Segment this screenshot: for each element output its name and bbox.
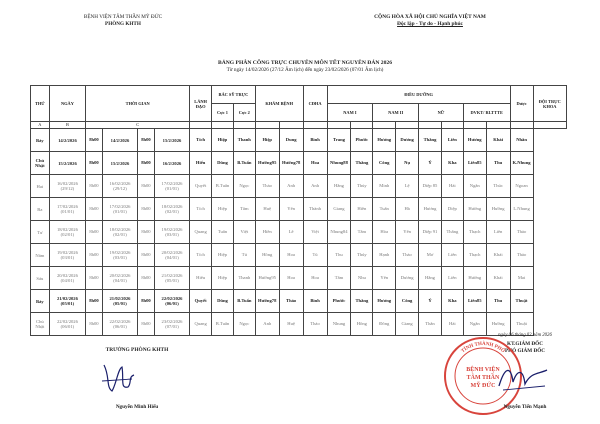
cell-kb1: Hồng: [255, 244, 279, 267]
cell-duoc: Khải: [486, 129, 510, 152]
cell-dv: Thạch: [463, 244, 486, 267]
cell-thu: Sáu: [31, 267, 50, 290]
cell-d2: 18/02/2026 (02/01): [154, 198, 189, 221]
cell-c2: B.Tuấn: [233, 290, 255, 313]
cell-cdha: Việt: [303, 221, 327, 244]
table-row: [31, 198, 567, 221]
cell-n2b: Nụ: [396, 152, 419, 175]
cell-thu: Tư: [31, 221, 50, 244]
col-nam2-header: NAM II: [373, 104, 419, 122]
cell-n1a: Nhung84: [327, 221, 351, 244]
cell-d1: 16/02/2026 (29/12): [102, 175, 137, 198]
cell-n2a: Đông: [373, 313, 396, 336]
cell-dv: Ngân: [463, 313, 486, 336]
cell-kb2: Anh: [279, 175, 303, 198]
cell-ld: Hiếu: [190, 267, 212, 290]
cell-ld: Tích: [190, 129, 212, 152]
cell-thu: Bảy: [31, 129, 50, 152]
cell-c1: Hiệp: [212, 129, 234, 152]
cell-kb1: Hường95: [255, 267, 279, 290]
col-thu-header: THỨ: [31, 86, 50, 122]
cell-duoc: Thúc: [486, 175, 510, 198]
cell-kb2: Hường78: [279, 152, 303, 175]
cell-n1b: Hồng: [351, 313, 373, 336]
cell-nua: Diệp 85: [419, 175, 442, 198]
col-cuc1-header: Cực 1: [212, 104, 234, 122]
left-signer-name: Nguyễn Minh Hiếu: [115, 404, 159, 410]
cell-thu: Bảy: [31, 290, 50, 313]
cell-nua: Diệp 91: [419, 221, 442, 244]
header-row-letters: [31, 122, 567, 129]
cell-n2a: Hương: [373, 129, 396, 152]
cell-n1b: Nhu: [351, 267, 373, 290]
cell-dv: Hường: [463, 267, 486, 290]
cell-cdha: Thành: [303, 198, 327, 221]
cell-dt: Thảo: [510, 244, 533, 267]
cell-ngay: 16/02/2026 (29/12): [49, 175, 85, 198]
cell-c1: Hiệp: [212, 267, 234, 290]
cell-dt: Thảo: [510, 221, 533, 244]
cell-t1: 8h00: [86, 152, 103, 175]
cell-n2a: Công: [373, 152, 396, 175]
cell-duoc: Liên: [486, 221, 510, 244]
cell-dv: Hường: [463, 198, 486, 221]
cell-n2b: Dương: [396, 129, 419, 152]
stamp-line-3: MỸ ĐỨC: [470, 383, 496, 389]
cell-dv: Hương: [463, 129, 486, 152]
cell-ld: Quyết: [190, 175, 212, 198]
cell-ngay: 14/2/2026: [49, 129, 85, 152]
cell-t1: 8h00: [86, 267, 103, 290]
document-subtitle: Từ ngày 14/02/2026 (27/12 Âm lịch) đến ngày 23/02/2026 (07/01 Âm lịch): [226, 67, 384, 73]
cell-kb1: Hường78: [255, 290, 279, 313]
col-dieuduong-header: ĐIỀU DƯỠNG: [327, 86, 510, 104]
cell-kb2: Huệ: [279, 313, 303, 336]
col-doitruc-header: ĐỘI TRỰC KHOA: [533, 86, 567, 122]
right-signature-scribble: [495, 360, 555, 396]
cell-ld: Quang: [190, 221, 212, 244]
table-row: [31, 244, 567, 267]
cell-cdha: Thảo: [303, 313, 327, 336]
cell-duoc: Thu: [486, 290, 510, 313]
cell-d2: 22/02/2026 (06/01): [154, 290, 189, 313]
cell-c1: Tuấn: [212, 221, 234, 244]
cell-cdha: Bình: [303, 129, 327, 152]
cell-t2: 8h00: [138, 198, 155, 221]
cell-nub: Diệp: [441, 198, 463, 221]
organization-header: [58, 14, 188, 28]
cell-c2: Việt: [233, 221, 255, 244]
col-cdha-header: CĐHA: [303, 86, 327, 122]
cell-c2: Tâm: [233, 198, 255, 221]
cell-nub: Liên: [441, 129, 463, 152]
stamp-line-2: TÂM THẦN: [466, 375, 500, 381]
cell-d1: 18/02/2026 (02/01): [102, 221, 137, 244]
cell-d2: 21/02/2026 (05/01): [154, 267, 189, 290]
cell-c2: Thanh: [233, 129, 255, 152]
cell-nua: Ý: [419, 290, 442, 313]
cell-n2b: Giang: [396, 313, 419, 336]
cell-ngay: 22/02/2026 (06/01): [49, 313, 85, 336]
cell-duoc: Khải: [486, 244, 510, 267]
cell-dt: Ngoan: [510, 175, 533, 198]
cell-n2a: Hương: [373, 290, 396, 313]
cell-t2: 8h00: [138, 152, 155, 175]
cell-d1: 21/02/2026 (05/01): [102, 290, 137, 313]
cell-dt: Thuật: [510, 313, 533, 336]
cell-c1: B.Tuấn: [212, 313, 234, 336]
cell-n1a: Tâm: [327, 267, 351, 290]
cell-n2a: Hạnh: [373, 244, 396, 267]
cell-nua: Thắng: [419, 129, 442, 152]
col-nu-header: NỮ: [419, 104, 464, 122]
left-signature-title: TRƯỞNG PHÒNG KHTH: [105, 347, 169, 353]
document-title: BẢNG PHÂN CÔNG TRỰC CHUYÊN MÔN TẾT NGUYÊN ĐÁN 2026: [218, 60, 392, 66]
cell-d1: 22/02/2026 (06/01): [102, 313, 137, 336]
cell-kb1: Thảo: [255, 175, 279, 198]
cell-kb1: Hường95: [255, 152, 279, 175]
cell-nub: Thắng: [441, 221, 463, 244]
cell-kb2: Lê: [279, 221, 303, 244]
cell-duoc: Thu: [486, 152, 510, 175]
cell-d2: 23/02/2026 (07/01): [154, 313, 189, 336]
cell-cdha: Hoa: [303, 267, 327, 290]
cell-t2: 8h00: [138, 244, 155, 267]
cell-nua: Ý: [419, 152, 442, 175]
cell-n1a: Nhung88: [327, 152, 351, 175]
cell-ld: Hiếu: [190, 152, 212, 175]
cell-c1: Hiệp: [212, 244, 234, 267]
cell-nua: Mơ: [419, 244, 442, 267]
cell-dt: Nhân: [510, 129, 533, 152]
cell-kb2: Yến: [279, 198, 303, 221]
cell-thu: Chủ Nhật: [31, 152, 50, 175]
cell-kb1: Hiền: [255, 221, 279, 244]
cell-dt: Mai: [510, 267, 533, 290]
cell-duoc: Hường: [486, 198, 510, 221]
cell-kb1: Huệ: [255, 198, 279, 221]
cell-nub: Hải: [441, 313, 463, 336]
cell-n1b: Phước: [351, 129, 373, 152]
cell-t2: 8h00: [138, 313, 155, 336]
cell-t1: 8h00: [86, 175, 103, 198]
cell-c1: Hiệp: [212, 198, 234, 221]
cell-dv: Thạch: [463, 221, 486, 244]
cell-ngay: 21/02/2026 (05/01): [49, 290, 85, 313]
cell-ngay: 17/02/2026 (01/01): [49, 198, 85, 221]
cell-dt: K.Nhung: [510, 152, 533, 175]
cell-cdha: Tú: [303, 244, 327, 267]
cell-n1b: Thúy: [351, 244, 373, 267]
cell-nub: Hải: [441, 175, 463, 198]
cell-c2: Tú: [233, 244, 255, 267]
cell-ld: Tích: [190, 198, 212, 221]
cell-cdha: Bình: [303, 290, 327, 313]
cell-n1a: Nhung: [327, 313, 351, 336]
cell-t1: 8h00: [86, 290, 103, 313]
cell-nub: Kha: [441, 152, 463, 175]
letter-b: B: [49, 122, 85, 129]
cell-cdha: Anh: [303, 175, 327, 198]
cell-cdha: Hoa: [303, 152, 327, 175]
cell-dv: Liên85: [463, 152, 486, 175]
cell-n2a: Tuấn: [373, 198, 396, 221]
cell-thu: Ba: [31, 198, 50, 221]
cell-nua: Hương: [419, 198, 442, 221]
col-duoc-header: Dược: [510, 86, 533, 122]
cell-duoc: Hường: [486, 313, 510, 336]
cell-d2: 17/02/2026 (01/01): [154, 175, 189, 198]
col-nam1-header: NAM I: [327, 104, 373, 122]
department-name: PHÒNG KHTH: [105, 21, 141, 27]
cell-thu: Chủ Nhật: [31, 313, 50, 336]
cell-ngay: 20/02/2026 (04/01): [49, 267, 85, 290]
cell-d1: 15/2/2026: [102, 152, 137, 175]
cell-d1: 14/2/2026: [102, 129, 137, 152]
cell-c2: B.Tuấn: [233, 152, 255, 175]
cell-d2: 16/2/2026: [154, 152, 189, 175]
cell-dv: Ngân: [463, 175, 486, 198]
cell-dv: Liên85: [463, 290, 486, 313]
cell-n2b: Dương: [396, 267, 419, 290]
cell-d2: 20/02/2026 (04/01): [154, 244, 189, 267]
cell-nua: Hằng: [419, 267, 442, 290]
cell-nub: Liên: [441, 244, 463, 267]
signing-date: ngày 06 tháng 02 năm 2026: [498, 333, 552, 338]
cell-t1: 8h00: [86, 244, 103, 267]
org-name: BỆNH VIỆN TÂM THẦN MỸ ĐỨC: [83, 14, 163, 20]
col-bacsi-header: BÁC SỸ TRỰC: [212, 86, 256, 104]
cell-n1a: Trang: [327, 129, 351, 152]
cell-t2: 8h00: [138, 175, 155, 198]
right-signature-title-2: PHÓ GIÁM ĐỐC: [504, 348, 546, 354]
col-lanhdao-header: LÃNH ĐẠO: [190, 86, 212, 122]
col-cuc2-header: Cực 2: [233, 104, 255, 122]
cell-t1: 8h00: [86, 198, 103, 221]
table-row: [31, 175, 567, 198]
cell-kb2: Hoa: [279, 267, 303, 290]
cell-kb2: Hoa: [279, 244, 303, 267]
table-row: [31, 221, 567, 244]
cell-c2: Thanh: [233, 267, 255, 290]
col-dvkt-header: DVKT/ RLTTTE: [463, 104, 510, 122]
national-header: [330, 14, 530, 28]
table-row: [31, 290, 567, 313]
col-thoigian-header: THỜI GIAN: [86, 86, 190, 122]
cell-n2b: Yến: [396, 221, 419, 244]
cell-n2a: Minh: [373, 175, 396, 198]
cell-ld: Tích: [190, 244, 212, 267]
cell-n1b: Thắng: [351, 290, 373, 313]
cell-c1: B.Tuấn: [212, 175, 234, 198]
cell-d1: 20/02/2026 (04/01): [102, 267, 137, 290]
cell-n1a: Giang: [327, 198, 351, 221]
cell-n2b: Lệ: [396, 175, 419, 198]
cell-dt: Thuật: [510, 290, 533, 313]
cell-n1a: Hằng: [327, 175, 351, 198]
cell-n1b: Tâm: [351, 221, 373, 244]
cell-d2: 15/2/2026: [154, 129, 189, 152]
cell-n1b: Thủy: [351, 175, 373, 198]
letter-a: A: [31, 122, 50, 129]
cell-kb1: Hiệp: [255, 129, 279, 152]
cell-n2a: Hòa: [373, 221, 396, 244]
cell-n1a: Phước: [327, 290, 351, 313]
cell-ld: Quyết: [190, 290, 212, 313]
cell-n2b: Thảo: [396, 244, 419, 267]
cell-thu: Hai: [31, 175, 50, 198]
cell-d1: 19/02/2026 (03/01): [102, 244, 137, 267]
header-row-1: [31, 86, 567, 104]
cell-ngay: 18/02/2026 (02/01): [49, 221, 85, 244]
cell-n1a: Thu: [327, 244, 351, 267]
cell-n2b: Công: [396, 290, 419, 313]
cell-thu: Năm: [31, 244, 50, 267]
cell-nua: Thân: [419, 313, 442, 336]
cell-kb2: Dung: [279, 129, 303, 152]
cell-t1: 8h00: [86, 221, 103, 244]
cell-c1: Dũng: [212, 152, 234, 175]
cell-t1: 8h00: [86, 313, 103, 336]
cell-t2: 8h00: [138, 221, 155, 244]
cell-d2: 19/02/2026 (03/01): [154, 221, 189, 244]
cell-duoc: Khải: [486, 267, 510, 290]
col-khambenh-header: KHÁM BỆNH: [255, 86, 303, 122]
table-row: [31, 129, 567, 152]
table-row: [31, 152, 567, 175]
stamp-outer-text: TỈNH THÀNH PHỐ: [460, 341, 506, 355]
right-signature-title-1: KT.GIÁM ĐỐC: [507, 341, 543, 347]
cell-ngay: 19/02/2026 (03/01): [49, 244, 85, 267]
nation-motto: Độc lập - Tự do - Hạnh phúc: [397, 21, 463, 27]
cell-n2b: Hà: [396, 198, 419, 221]
cell-kb2: Thảo: [279, 290, 303, 313]
cell-c1: Dũng: [212, 290, 234, 313]
table-row: [31, 267, 567, 290]
cell-d1: 17/02/2026 (01/01): [102, 198, 137, 221]
cell-n2a: Yến: [373, 267, 396, 290]
cell-t2: 8h00: [138, 290, 155, 313]
cell-kb1: Anh: [255, 313, 279, 336]
nation-name: CỘNG HÒA XÃ HỘI CHỦ NGHĨA VIỆT NAM: [374, 14, 486, 20]
letter-c: C: [86, 122, 190, 129]
cell-t2: 8h00: [138, 267, 155, 290]
cell-c2: Ngọc: [233, 313, 255, 336]
stamp-line-1: BỆNH VIỆN: [466, 367, 500, 373]
cell-t1: 8h00: [86, 129, 103, 152]
cell-nub: Liên: [441, 267, 463, 290]
cell-n1b: Hiền: [351, 198, 373, 221]
left-signature-scribble: [98, 357, 138, 399]
cell-n1b: Thắng: [351, 152, 373, 175]
col-ngay-header: NGÀY: [49, 86, 85, 122]
right-signer-name: Nguyễn Tiến Mạnh: [503, 404, 547, 410]
cell-ld: Quang: [190, 313, 212, 336]
cell-t2: 8h00: [138, 129, 155, 152]
cell-dt: L.Nhung: [510, 198, 533, 221]
duty-schedule-table: [30, 85, 567, 336]
cell-c2: Ngọc: [233, 175, 255, 198]
cell-ngay: 15/2/2026: [49, 152, 85, 175]
cell-nub: Kha: [441, 290, 463, 313]
